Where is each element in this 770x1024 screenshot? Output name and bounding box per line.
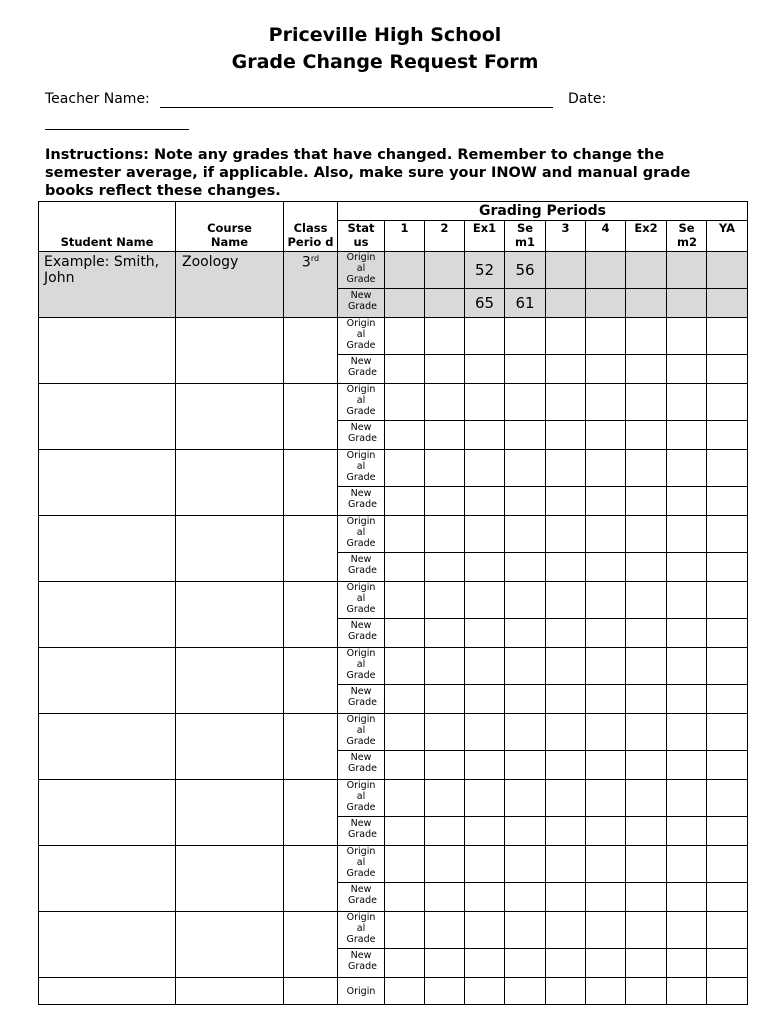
example-row-original [39, 252, 748, 289]
grade-cell[interactable] [385, 714, 425, 751]
col-header-p4: 4 [586, 221, 626, 252]
grade-cell[interactable] [586, 355, 626, 384]
grade-cell[interactable] [626, 714, 667, 751]
grade-cell[interactable] [707, 780, 748, 817]
grade-cell[interactable] [626, 817, 667, 846]
grade-cell[interactable] [626, 846, 667, 883]
grade-cell[interactable] [505, 553, 546, 582]
grade-cell[interactable] [425, 355, 465, 384]
status-new: New Grade [338, 355, 385, 384]
grade-cell[interactable] [626, 582, 667, 619]
grade-cell[interactable] [465, 714, 505, 751]
status-original: Origin al Grade [338, 780, 385, 817]
grade-cell[interactable] [385, 619, 425, 648]
table-row [39, 318, 748, 355]
student-cell[interactable] [39, 582, 176, 648]
grade-cell[interactable] [425, 883, 465, 912]
grade-cell[interactable] [465, 553, 505, 582]
grade-cell[interactable] [707, 912, 748, 949]
grade-cell[interactable] [465, 582, 505, 619]
grade-cell[interactable] [586, 318, 626, 355]
course-cell[interactable] [176, 780, 284, 846]
grade-cell[interactable] [385, 912, 425, 949]
grade-cell[interactable] [465, 685, 505, 714]
grade-cell[interactable] [667, 883, 707, 912]
grade-cell[interactable] [586, 846, 626, 883]
grade-cell[interactable] [626, 487, 667, 516]
grade-cell[interactable] [707, 487, 748, 516]
grade-cell[interactable] [425, 421, 465, 450]
course-cell[interactable] [176, 582, 284, 648]
student-cell[interactable] [39, 714, 176, 780]
student-cell[interactable] [39, 516, 176, 582]
grade-cell[interactable] [546, 912, 586, 949]
status-new: New Grade [338, 949, 385, 978]
period-cell[interactable] [284, 978, 338, 1005]
grade-cell[interactable] [586, 817, 626, 846]
grade-cell[interactable] [626, 751, 667, 780]
col-header-p1: 1 [385, 221, 425, 252]
grade-cell[interactable] [586, 912, 626, 949]
grade-cell[interactable] [586, 450, 626, 487]
grade-cell[interactable] [425, 780, 465, 817]
grade-cell[interactable] [626, 384, 667, 421]
grade-cell[interactable] [465, 384, 505, 421]
form-title: Grade Change Request Form [231, 51, 539, 73]
example-original-ex1: 52 [465, 252, 505, 289]
grade-cell[interactable] [546, 817, 586, 846]
grade-cell[interactable] [425, 846, 465, 883]
student-cell[interactable] [39, 978, 176, 1005]
course-cell[interactable] [176, 384, 284, 450]
grade-cell[interactable] [626, 619, 667, 648]
grade-cell[interactable] [667, 450, 707, 487]
blank-student-rows [39, 318, 748, 978]
grade-cell[interactable] [707, 582, 748, 619]
col-header-sem1: Se m1 [505, 221, 546, 252]
grade-cell[interactable] [505, 780, 546, 817]
grade-cell[interactable] [465, 619, 505, 648]
col-header-p2: 2 [425, 221, 465, 252]
grade-cell[interactable] [586, 949, 626, 978]
grade-cell[interactable] [465, 949, 505, 978]
status-new: New Grade [338, 883, 385, 912]
grade-cell[interactable] [465, 912, 505, 949]
grade-cell[interactable] [586, 685, 626, 714]
grade-cell[interactable] [465, 516, 505, 553]
grade-cell[interactable] [425, 751, 465, 780]
table-row [39, 714, 748, 751]
status-new: New Grade [338, 751, 385, 780]
grade-cell[interactable] [546, 780, 586, 817]
grade-cell[interactable] [505, 846, 546, 883]
status-original: Origin al Grade [338, 318, 385, 355]
status-original: Origin al Grade [338, 516, 385, 553]
course-cell[interactable] [176, 912, 284, 978]
status-new: New Grade [338, 619, 385, 648]
school-name: Priceville High School [268, 24, 502, 46]
grade-cell[interactable] [385, 421, 425, 450]
col-header-student: Student Name [39, 202, 176, 252]
period-cell[interactable] [284, 582, 338, 648]
grade-cell[interactable] [707, 553, 748, 582]
grade-cell[interactable] [546, 619, 586, 648]
example-original-sem1: 56 [505, 252, 546, 289]
example-course: Zoology [176, 252, 284, 318]
grade-cell[interactable] [586, 487, 626, 516]
grade-cell[interactable] [546, 318, 586, 355]
grade-cell[interactable] [505, 685, 546, 714]
grade-cell[interactable] [425, 487, 465, 516]
status-original: Origin al Grade [338, 846, 385, 883]
example-period: 3rd [284, 252, 338, 318]
grade-cell[interactable] [505, 516, 546, 553]
status-original: Origin al Grade [338, 912, 385, 949]
status-new: New Grade [338, 289, 385, 318]
col-header-status: Stat us [338, 221, 385, 252]
col-header-ex2: Ex2 [626, 221, 667, 252]
grade-cell[interactable] [707, 714, 748, 751]
grade-cell[interactable] [425, 714, 465, 751]
grade-cell[interactable] [707, 516, 748, 553]
grade-cell[interactable] [626, 553, 667, 582]
grade-cell[interactable] [586, 648, 626, 685]
status-original: Origin al Grade [338, 648, 385, 685]
grade-cell[interactable] [667, 817, 707, 846]
grade-cell[interactable] [707, 619, 748, 648]
grade-cell[interactable] [667, 714, 707, 751]
period-cell[interactable] [284, 714, 338, 780]
col-header-p3: 3 [546, 221, 586, 252]
grade-cell[interactable] [546, 648, 586, 685]
grade-cell[interactable] [425, 685, 465, 714]
course-cell[interactable] [176, 648, 284, 714]
teacher-name-field[interactable] [160, 107, 553, 108]
period-cell[interactable] [284, 780, 338, 846]
example-student: Example: Smith, John [39, 252, 176, 318]
col-header-sem2: Se m2 [667, 221, 707, 252]
grade-cell[interactable] [505, 714, 546, 751]
course-cell[interactable] [176, 846, 284, 912]
grade-cell[interactable] [425, 817, 465, 846]
grade-cell[interactable] [385, 355, 425, 384]
course-cell[interactable] [176, 714, 284, 780]
table-row [39, 582, 748, 619]
grade-cell[interactable] [667, 619, 707, 648]
grade-cell[interactable] [626, 516, 667, 553]
grade-cell[interactable] [425, 648, 465, 685]
student-cell[interactable] [39, 780, 176, 846]
course-cell[interactable] [176, 978, 284, 1005]
grade-cell[interactable] [626, 912, 667, 949]
grade-cell[interactable] [385, 648, 425, 685]
grade-cell[interactable] [385, 450, 425, 487]
grade-cell[interactable] [586, 384, 626, 421]
grade-cell[interactable] [425, 450, 465, 487]
grade-cell[interactable] [667, 685, 707, 714]
col-header-ya: YA [707, 221, 748, 252]
grade-cell[interactable] [546, 714, 586, 751]
col-header-ex1: Ex1 [465, 221, 505, 252]
grade-cell[interactable] [385, 516, 425, 553]
period-cell[interactable] [284, 516, 338, 582]
grade-cell[interactable] [626, 685, 667, 714]
grade-cell[interactable] [385, 318, 425, 355]
grade-cell[interactable] [385, 817, 425, 846]
grade-cell[interactable] [667, 751, 707, 780]
teacher-name-label: Teacher Name: [45, 91, 150, 107]
course-cell[interactable] [176, 516, 284, 582]
grade-cell[interactable] [667, 582, 707, 619]
period-cell[interactable] [284, 846, 338, 912]
grade-cell[interactable] [505, 949, 546, 978]
grade-cell[interactable] [546, 883, 586, 912]
grade-cell[interactable] [667, 780, 707, 817]
period-cell[interactable] [284, 648, 338, 714]
grade-cell[interactable] [385, 384, 425, 421]
grade-cell[interactable] [465, 318, 505, 355]
example-new-ex1: 65 [465, 289, 505, 318]
grade-cell[interactable] [707, 846, 748, 883]
student-cell[interactable] [39, 318, 176, 384]
grade-cell[interactable] [385, 751, 425, 780]
grade-cell[interactable] [707, 648, 748, 685]
status-new: New Grade [338, 553, 385, 582]
grade-cell[interactable] [667, 553, 707, 582]
grade-cell[interactable] [546, 846, 586, 883]
last-row [39, 978, 748, 1005]
grade-cell[interactable] [546, 685, 586, 714]
date-label: Date: [568, 91, 607, 107]
course-cell[interactable] [176, 450, 284, 516]
status-new: New Grade [338, 817, 385, 846]
grade-cell[interactable] [626, 318, 667, 355]
status-original: Origin al Grade [338, 582, 385, 619]
grade-cell[interactable] [707, 318, 748, 355]
grade-cell[interactable] [667, 516, 707, 553]
grade-cell[interactable] [505, 751, 546, 780]
grade-cell[interactable] [707, 384, 748, 421]
status-original: Origin [338, 978, 385, 1005]
grade-cell[interactable] [505, 421, 546, 450]
grade-cell[interactable] [385, 883, 425, 912]
status-original: Origin al Grade [338, 714, 385, 751]
grade-cell[interactable] [505, 648, 546, 685]
period-cell[interactable] [284, 384, 338, 450]
grade-cell[interactable] [505, 912, 546, 949]
grade-cell[interactable] [425, 912, 465, 949]
grade-cell[interactable] [505, 582, 546, 619]
grade-change-table [38, 201, 748, 1005]
grade-cell[interactable] [385, 949, 425, 978]
grade-cell[interactable] [707, 949, 748, 978]
grade-cell[interactable] [546, 516, 586, 553]
grade-cell[interactable] [707, 883, 748, 912]
grade-cell[interactable] [465, 450, 505, 487]
grade-cell[interactable] [425, 619, 465, 648]
date-field[interactable] [45, 129, 189, 130]
grade-cell[interactable] [385, 846, 425, 883]
grade-cell[interactable] [505, 883, 546, 912]
grade-cell[interactable] [505, 318, 546, 355]
grade-cell[interactable] [626, 780, 667, 817]
grade-cell[interactable] [626, 421, 667, 450]
col-header-course: Course Name [176, 202, 284, 252]
grade-cell[interactable] [586, 421, 626, 450]
grade-cell[interactable] [505, 817, 546, 846]
grade-cell[interactable] [586, 780, 626, 817]
grade-cell[interactable] [667, 355, 707, 384]
grading-periods-title: Grading Periods [338, 202, 748, 221]
grade-cell[interactable] [546, 421, 586, 450]
grade-cell[interactable] [546, 450, 586, 487]
status-new: New Grade [338, 487, 385, 516]
status-original: Origin al Grade [338, 450, 385, 487]
grade-cell[interactable] [465, 355, 505, 384]
grade-cell[interactable] [425, 318, 465, 355]
grade-cell[interactable] [707, 355, 748, 384]
grade-cell[interactable] [505, 450, 546, 487]
grade-cell[interactable] [667, 648, 707, 685]
status-original: Origin al Grade [338, 252, 385, 289]
grade-cell[interactable] [707, 421, 748, 450]
grade-cell[interactable] [385, 685, 425, 714]
grade-cell[interactable] [546, 355, 586, 384]
grade-cell[interactable] [586, 714, 626, 751]
period-cell[interactable] [284, 450, 338, 516]
grade-cell[interactable] [385, 780, 425, 817]
grade-cell[interactable] [586, 553, 626, 582]
grade-cell[interactable] [707, 450, 748, 487]
grade-cell[interactable] [505, 384, 546, 421]
grade-cell[interactable] [505, 355, 546, 384]
table-row [39, 384, 748, 421]
grade-cell[interactable] [385, 487, 425, 516]
table-row [39, 912, 748, 949]
grade-cell[interactable] [465, 883, 505, 912]
status-original: Origin al Grade [338, 384, 385, 421]
grade-cell[interactable] [667, 421, 707, 450]
grade-cell[interactable] [465, 487, 505, 516]
grade-cell[interactable] [425, 384, 465, 421]
grade-cell[interactable] [586, 751, 626, 780]
grade-cell[interactable] [465, 648, 505, 685]
status-new: New Grade [338, 685, 385, 714]
grade-cell[interactable] [667, 384, 707, 421]
grade-cell[interactable] [586, 516, 626, 553]
grade-cell[interactable] [546, 487, 586, 516]
grade-cell[interactable] [465, 751, 505, 780]
grade-cell[interactable] [626, 450, 667, 487]
grade-cell[interactable] [586, 619, 626, 648]
student-cell[interactable] [39, 912, 176, 978]
student-cell[interactable] [39, 648, 176, 714]
grade-cell[interactable] [707, 817, 748, 846]
grade-cell[interactable] [667, 846, 707, 883]
grade-cell[interactable] [465, 780, 505, 817]
grade-cell[interactable] [425, 582, 465, 619]
grade-cell[interactable] [385, 553, 425, 582]
grade-cell[interactable] [425, 949, 465, 978]
col-header-period: Class Perio d [284, 202, 338, 252]
grade-cell[interactable] [626, 648, 667, 685]
student-cell[interactable] [39, 846, 176, 912]
period-cell[interactable] [284, 318, 338, 384]
grade-cell[interactable] [546, 384, 586, 421]
grade-cell[interactable] [586, 883, 626, 912]
status-new: New Grade [338, 421, 385, 450]
table-row [39, 516, 748, 553]
instructions: Instructions: Note any grades that have changed. Remember to change the semester average, if applicable. Also, make sure your INOW and manual grade books reflect these changes. [45, 147, 691, 199]
grade-cell[interactable] [546, 751, 586, 780]
grade-cell[interactable] [465, 421, 505, 450]
grade-cell[interactable] [546, 553, 586, 582]
grade-cell[interactable] [626, 355, 667, 384]
grade-cell[interactable] [667, 912, 707, 949]
course-cell[interactable] [176, 318, 284, 384]
grade-cell[interactable] [667, 487, 707, 516]
grade-cell[interactable] [626, 949, 667, 978]
example-new-sem1: 61 [505, 289, 546, 318]
table-row [39, 780, 748, 817]
student-cell[interactable] [39, 384, 176, 450]
grade-cell[interactable] [546, 949, 586, 978]
grade-cell[interactable] [626, 883, 667, 912]
table-row [39, 846, 748, 883]
grade-cell[interactable] [546, 582, 586, 619]
grade-cell[interactable] [425, 553, 465, 582]
grade-cell[interactable] [385, 582, 425, 619]
grade-cell[interactable] [465, 817, 505, 846]
table-row [39, 648, 748, 685]
grade-cell[interactable] [586, 582, 626, 619]
grade-cell[interactable] [465, 846, 505, 883]
grade-cell[interactable] [707, 751, 748, 780]
grade-cell[interactable] [667, 318, 707, 355]
student-cell[interactable] [39, 450, 176, 516]
grade-cell[interactable] [667, 949, 707, 978]
grade-cell[interactable] [505, 487, 546, 516]
grade-cell[interactable] [707, 685, 748, 714]
table-row [39, 450, 748, 487]
period-cell[interactable] [284, 912, 338, 978]
grade-cell[interactable] [425, 516, 465, 553]
grade-cell[interactable] [505, 619, 546, 648]
